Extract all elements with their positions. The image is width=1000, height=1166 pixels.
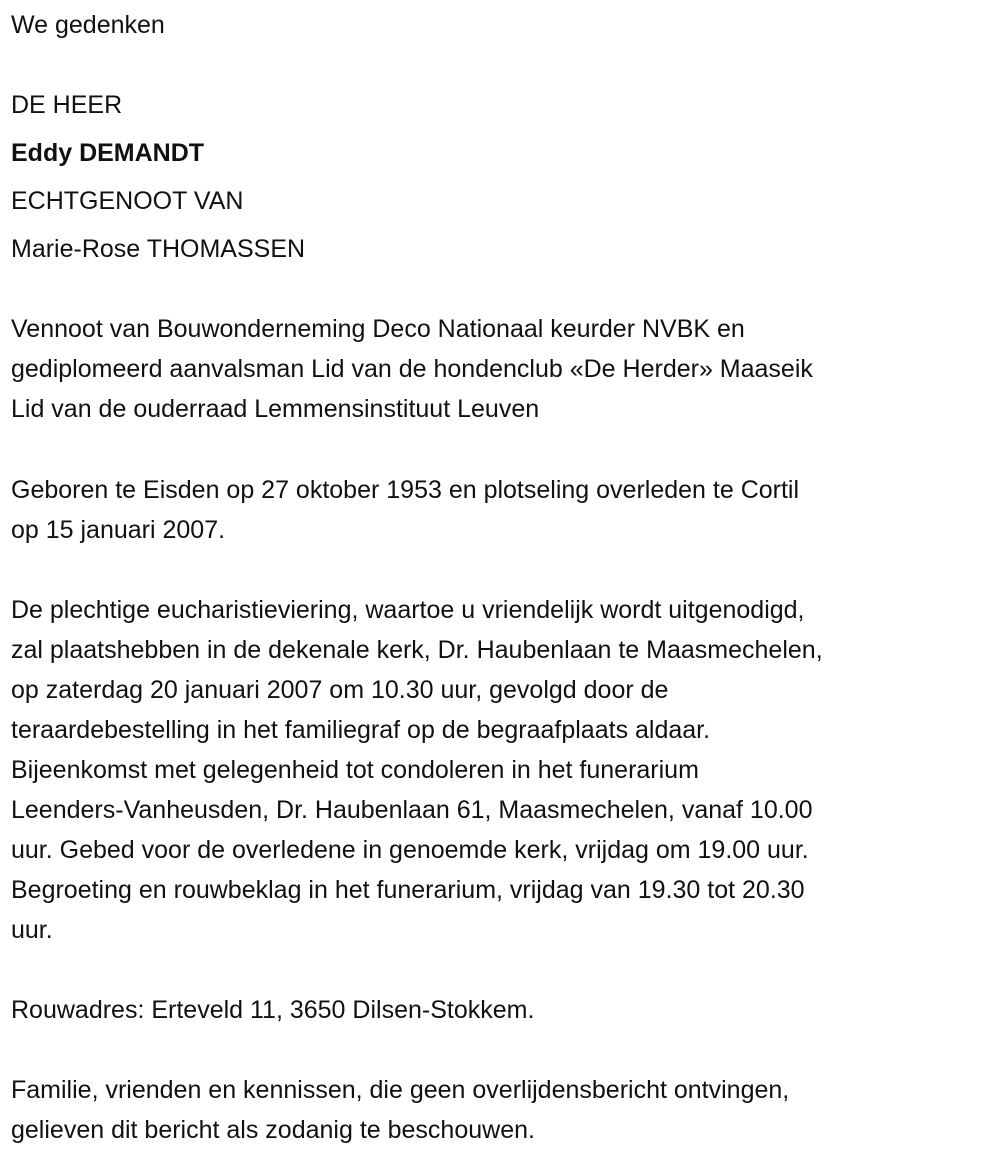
intro-text: We gedenken: [11, 11, 165, 39]
paragraph-ceremony: [11, 590, 823, 950]
text-line: Rouwadres: Erteveld 11, 3650 Dilsen-Stokkem.: [11, 996, 535, 1024]
spouse-label: ECHTGENOOT VAN: [11, 187, 244, 215]
text-line: uur.: [11, 916, 53, 944]
text-line: Vennoot van Bouwonderneming Deco Nationaal keurder NVBK en: [11, 315, 745, 343]
text-line: op 15 januari 2007.: [11, 516, 226, 544]
text-line: De plechtige eucharistieviering, waartoe u vriendelijk wordt uitgenodigd,: [11, 596, 805, 624]
text-line: Begroeting en rouwbeklag in het funerarium, vrijdag van 19.30 tot 20.30: [11, 876, 805, 904]
text-line: uur. Gebed voor de overledene in genoemde kerk, vrijdag om 19.00 uur.: [11, 836, 809, 864]
paragraph-address: [11, 990, 534, 1030]
text-line: Geboren te Eisden op 27 oktober 1953 en plotseling overleden te Cortil: [11, 476, 800, 504]
honorific: DE HEER: [11, 91, 123, 119]
paragraph-closing: [11, 1070, 789, 1150]
text-line: gelieven dit bericht als zodanig te beschouwen.: [11, 1116, 535, 1144]
text-line: Lid van de ouderraad Lemmensinstituut Leuven: [11, 395, 540, 423]
paragraph-birth-death: [11, 470, 799, 550]
text-line: teraardebestelling in het familiegraf op de begraafplaats aldaar.: [11, 716, 711, 744]
text-line: op zaterdag 20 januari 2007 om 10.30 uur, gevolgd door de: [11, 676, 669, 704]
text-line: Bijeenkomst met gelegenheid tot condoleren in het funerarium: [11, 756, 699, 784]
deceased-name: Eddy DEMANDT: [11, 139, 205, 167]
text-line: Familie, vrienden en kennissen, die geen overlijdensbericht ontvingen,: [11, 1076, 790, 1104]
text-line: gediplomeerd aanvalsman Lid van de hondenclub «De Herder» Maaseik: [11, 355, 813, 383]
spouse-name: Marie-Rose THOMASSEN: [11, 235, 306, 263]
text-line: zal plaatshebben in de dekenale kerk, Dr. Haubenlaan te Maasmechelen,: [11, 636, 823, 664]
text-line: Leenders-Vanheusden, Dr. Haubenlaan 61, Maasmechelen, vanaf 10.00: [11, 796, 813, 824]
paragraph-occupation: [11, 309, 813, 429]
